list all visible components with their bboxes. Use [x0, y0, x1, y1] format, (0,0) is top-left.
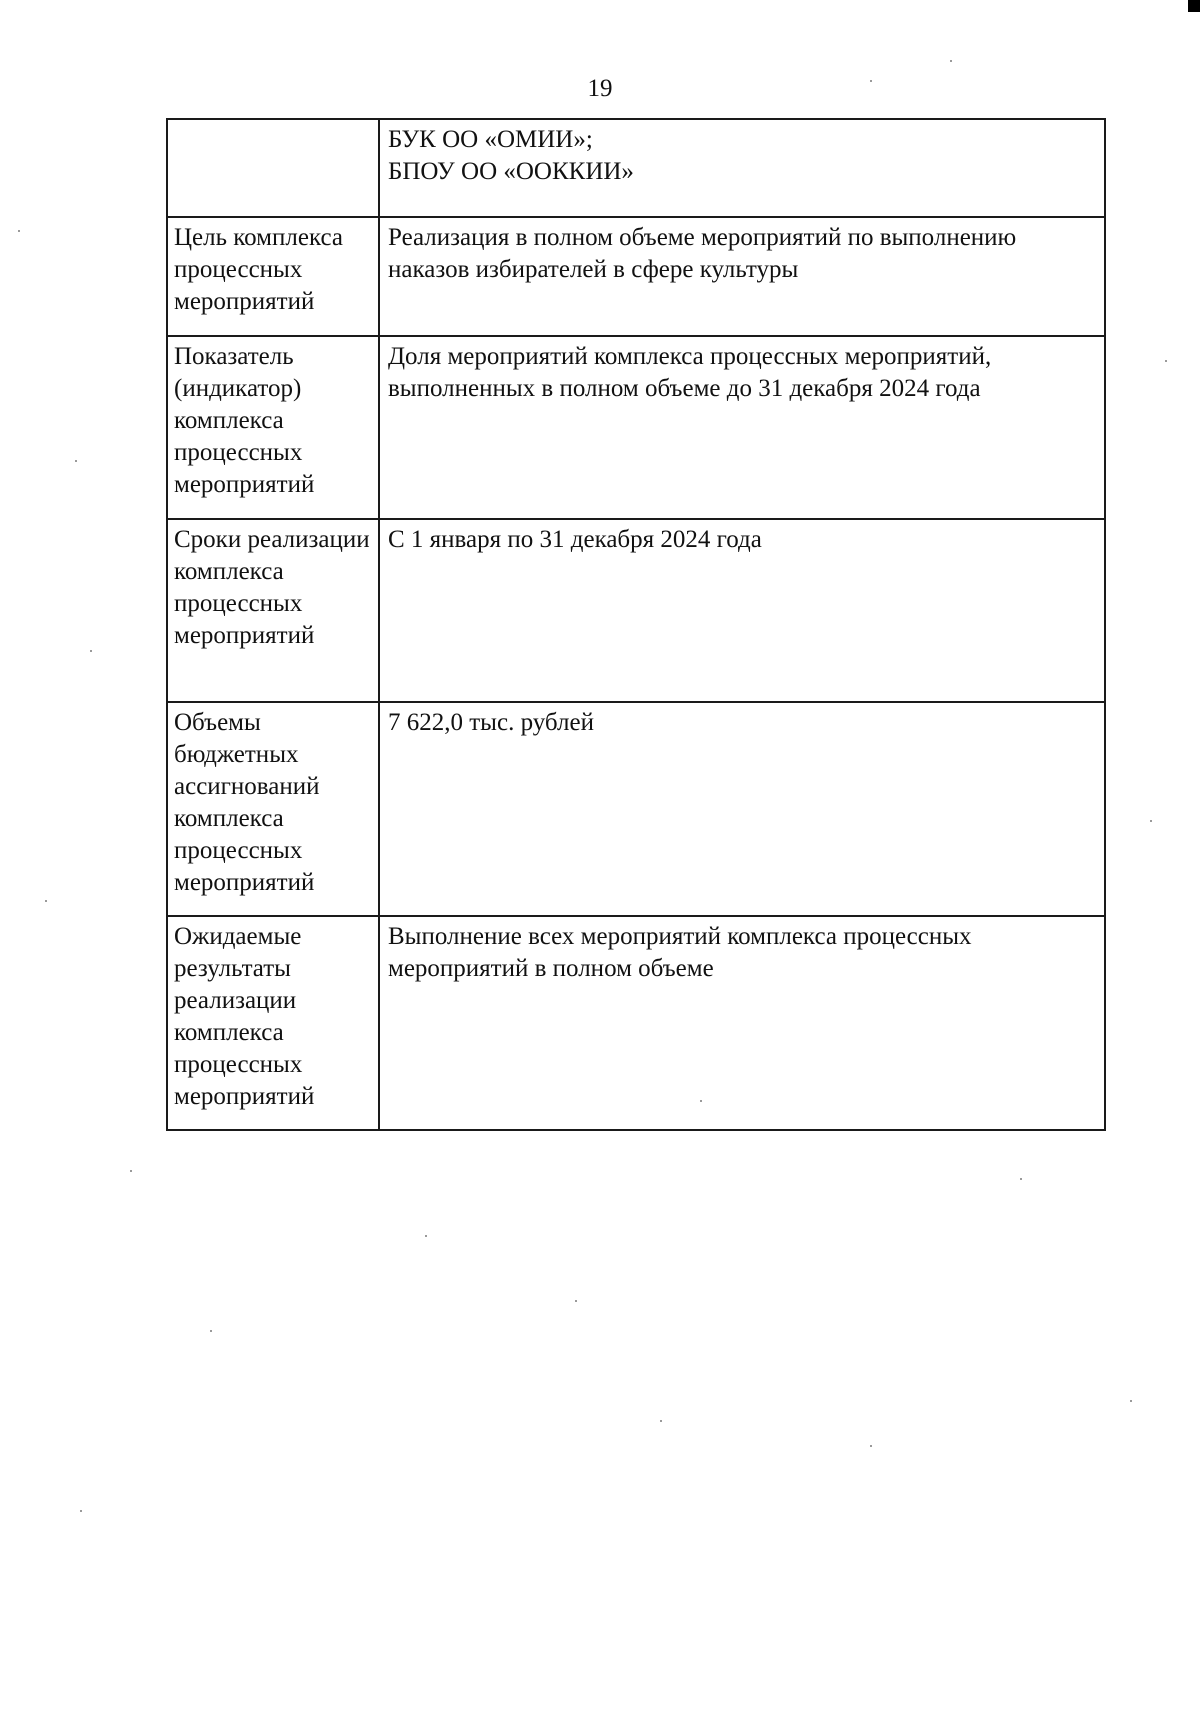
scan-speck [75, 460, 77, 462]
row-label-indicator: Показатель (индикатор) комплекса процессных мероприятий [167, 336, 379, 519]
page-number: 19 [587, 75, 613, 102]
table-row [167, 702, 1105, 916]
row-value-cell [379, 119, 1105, 217]
scan-speck [700, 1100, 702, 1102]
table-row [167, 119, 1105, 217]
scan-speck [210, 1330, 212, 1332]
row-label-budget: Объемы бюджетных ассигнований комплекса процессных мероприятий [167, 702, 379, 916]
responsible-org-1: БУК ОО «ОМИИ»; [388, 126, 593, 153]
row-value-goal: Реализация в полном объеме мероприятий по выполнению наказов избирателей в сфере культуры [379, 217, 1105, 336]
scan-speck [1130, 1400, 1132, 1402]
scan-speck [45, 900, 47, 902]
row-value-timeline: С 1 января по 31 декабря 2024 года [379, 519, 1105, 702]
scan-speck [950, 60, 952, 62]
table-row [167, 336, 1105, 519]
row-value-budget: 7 622,0 тыс. рублей [379, 702, 1105, 916]
row-label-results: Ожидаемые результаты реализации комплекса процессных мероприятий [167, 916, 379, 1130]
row-value-indicator: Доля мероприятий комплекса процессных мероприятий, выполненных в полном объеме до 31 декабря 2024 года [379, 336, 1105, 519]
table-row [167, 217, 1105, 336]
scan-speck [1020, 1178, 1022, 1180]
scan-speck [1150, 820, 1152, 822]
scan-speck [18, 230, 20, 232]
scan-speck [80, 1510, 82, 1512]
row-label-timeline: Сроки реализации комплекса процессных мероприятий [167, 519, 379, 702]
passport-table [166, 118, 1106, 1131]
scan-speck [130, 1170, 132, 1172]
scan-speck [575, 1300, 577, 1302]
row-label-cell [167, 119, 379, 217]
scan-speck [425, 1235, 427, 1237]
table-row [167, 519, 1105, 702]
table-row [167, 916, 1105, 1130]
scan-speck [1165, 360, 1167, 362]
scan-speck [870, 80, 872, 82]
row-label-goal: Цель комплекса процессных мероприятий [167, 217, 379, 336]
scan-corner-mark [1188, 0, 1200, 12]
scan-speck [90, 650, 92, 652]
scan-speck [660, 1420, 662, 1422]
row-value-results: Выполнение всех мероприятий комплекса процессных мероприятий в полном объеме [379, 916, 1105, 1130]
scan-speck [870, 1445, 872, 1447]
responsible-org-2: БПОУ ОО «ООККИИ» [388, 158, 634, 185]
